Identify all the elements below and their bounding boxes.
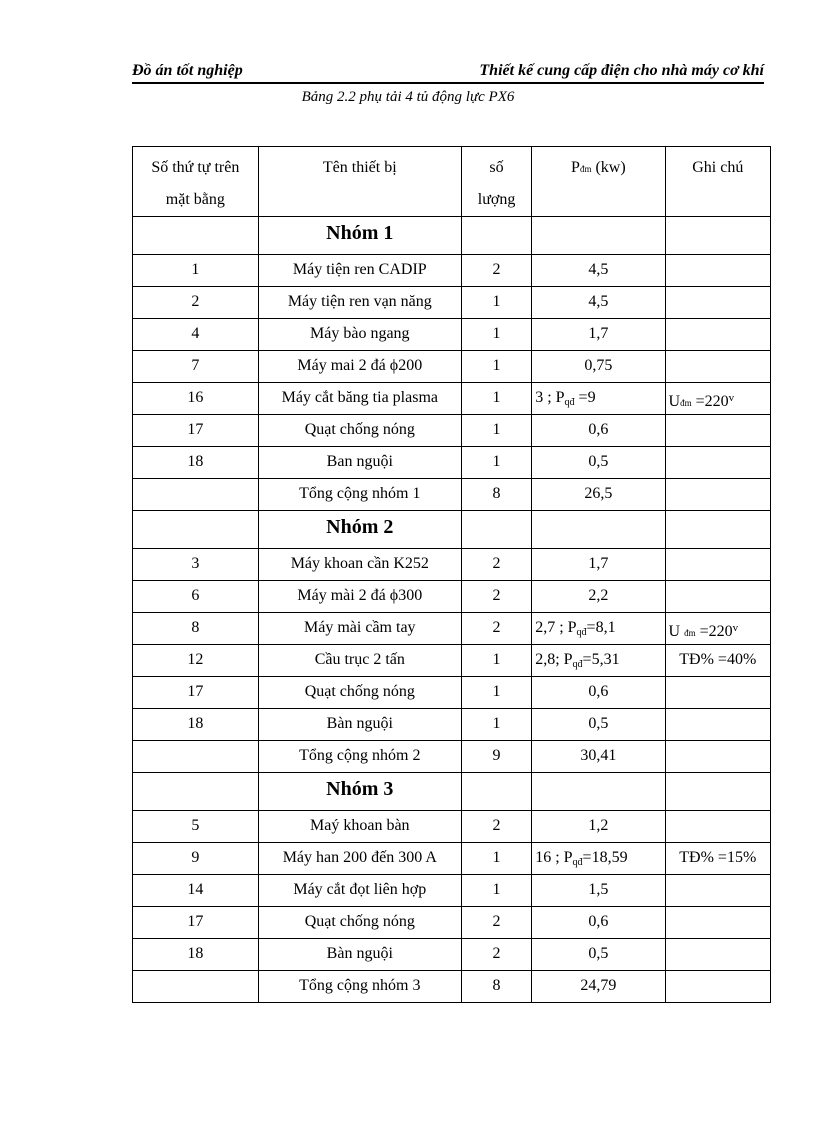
group-cell-empty (461, 511, 531, 549)
cell-stt: 18 (133, 447, 259, 479)
cell-stt (133, 971, 259, 1003)
cell-name: Máy cắt đọt liên hợp (258, 875, 461, 907)
table-row (133, 415, 771, 447)
cell-qty: 2 (461, 811, 531, 843)
cell-power-main: 2,8; P (535, 651, 573, 668)
table-row (133, 319, 771, 351)
cell-note (665, 255, 770, 287)
cell-power-rest: =18,59 (582, 849, 628, 866)
table-row (133, 255, 771, 287)
total-label: Tổng cộng nhóm 2 (258, 741, 461, 773)
group-title: Nhóm 1 (258, 217, 461, 255)
cell-note (665, 677, 770, 709)
cell-name: Máy mai 2 đá ϕ200 (258, 351, 461, 383)
cell-name: Máy tiện ren vạn năng (258, 287, 461, 319)
cell-name: Bàn nguội (258, 939, 461, 971)
cell-name: Máy han 200 đến 300 A (258, 843, 461, 875)
cell-qty: 1 (461, 415, 531, 447)
table-row (133, 613, 771, 645)
header-stt-line1: Số thứ tự trên (151, 159, 240, 176)
cell-note (665, 415, 770, 447)
cell-name: Maý khoan bàn (258, 811, 461, 843)
cell-power (532, 843, 665, 875)
cell-power: 4,5 (532, 287, 665, 319)
cell-qty: 1 (461, 645, 531, 677)
cell-qty: 1 (461, 383, 531, 415)
cell-note (665, 875, 770, 907)
cell-note (665, 581, 770, 613)
cell-qty: 2 (461, 907, 531, 939)
header-left-title: Đồ án tốt nghiệp (132, 62, 243, 79)
cell-power: 0,6 (532, 677, 665, 709)
cell-power-rest: =5,31 (582, 651, 620, 668)
cell-stt: 9 (133, 843, 259, 875)
cell-power (532, 383, 665, 415)
group-cell-empty (532, 217, 665, 255)
header-note: Ghi chú (665, 147, 770, 217)
cell-power-sub: qđ (576, 627, 587, 638)
cell-stt: 18 (133, 709, 259, 741)
cell-note-rest: =220 (695, 623, 733, 640)
cell-qty: 1 (461, 709, 531, 741)
cell-qty: 1 (461, 843, 531, 875)
cell-name: Bàn nguội (258, 709, 461, 741)
group-cell-empty (532, 773, 665, 811)
cell-note (665, 479, 770, 511)
header-qty (461, 147, 531, 217)
cell-note: TĐ% =15% (665, 843, 770, 875)
cell-name: Cầu trục 2 tấn (258, 645, 461, 677)
cell-note-rest: =220 (691, 393, 729, 410)
header-qty-line1: số (489, 159, 504, 176)
cell-note (665, 709, 770, 741)
cell-stt: 2 (133, 287, 259, 319)
cell-note (665, 383, 770, 415)
header-power-unit: (kw) (591, 159, 626, 176)
cell-power-rest: =8,1 (586, 619, 616, 636)
table-row (133, 287, 771, 319)
cell-power: 0,5 (532, 709, 665, 741)
group-cell-empty (133, 511, 259, 549)
cell-power (532, 645, 665, 677)
cell-power-sub: qđ (572, 659, 583, 670)
cell-qty: 2 (461, 939, 531, 971)
cell-stt: 5 (133, 811, 259, 843)
cell-power: 1,5 (532, 875, 665, 907)
cell-power: 1,2 (532, 811, 665, 843)
cell-qty: 1 (461, 319, 531, 351)
group-total-row (133, 479, 771, 511)
total-qty: 9 (461, 741, 531, 773)
cell-stt: 8 (133, 613, 259, 645)
total-label: Tổng cộng nhóm 1 (258, 479, 461, 511)
cell-note (665, 613, 770, 645)
group-cell-empty (532, 511, 665, 549)
cell-note-sub: đm (684, 628, 696, 638)
cell-stt: 6 (133, 581, 259, 613)
header-power-sub: đm (579, 164, 592, 174)
cell-note (665, 741, 770, 773)
table-row (133, 447, 771, 479)
cell-name: Quạt chống nóng (258, 677, 461, 709)
group-cell-empty (665, 217, 770, 255)
cell-name: Quạt chống nóng (258, 907, 461, 939)
cell-name: Quạt chống nóng (258, 415, 461, 447)
cell-note (665, 319, 770, 351)
cell-power: 2,2 (532, 581, 665, 613)
group-cell-empty (133, 773, 259, 811)
cell-name: Máy khoan cần K252 (258, 549, 461, 581)
cell-power (532, 613, 665, 645)
cell-name: Ban nguội (258, 447, 461, 479)
total-power: 26,5 (532, 479, 665, 511)
cell-name: Máy mài cầm tay (258, 613, 461, 645)
cell-name: Máy mài 2 đá ϕ300 (258, 581, 461, 613)
header-stt (133, 147, 259, 217)
cell-qty: 1 (461, 351, 531, 383)
header-right-title: Thiết kế cung cấp điện cho nhà máy cơ khí (479, 62, 764, 79)
cell-stt: 18 (133, 939, 259, 971)
cell-qty: 1 (461, 447, 531, 479)
cell-stt (133, 741, 259, 773)
cell-note-main: U (668, 393, 681, 410)
page-header (132, 60, 764, 84)
table-caption: Bảng 2.2 phụ tải 4 tủ động lực PX6 (301, 89, 515, 105)
cell-note (665, 351, 770, 383)
cell-note (665, 939, 770, 971)
cell-stt: 3 (133, 549, 259, 581)
cell-name: Máy bào ngang (258, 319, 461, 351)
group-total-row (133, 971, 771, 1003)
cell-power: 1,7 (532, 319, 665, 351)
group-cell-empty (665, 511, 770, 549)
group-title-row (133, 217, 771, 255)
cell-power-sub: qđ (572, 857, 583, 868)
header-power (532, 147, 665, 217)
cell-note (665, 971, 770, 1003)
table-row (133, 351, 771, 383)
cell-stt: 14 (133, 875, 259, 907)
table-row (133, 939, 771, 971)
cell-stt: 1 (133, 255, 259, 287)
cell-stt: 7 (133, 351, 259, 383)
table-row (133, 645, 771, 677)
cell-stt: 16 (133, 383, 259, 415)
cell-stt (133, 479, 259, 511)
cell-note (665, 907, 770, 939)
header-power-main: P (571, 159, 580, 176)
group-cell-empty (665, 773, 770, 811)
load-table (132, 146, 771, 1003)
cell-power: 1,7 (532, 549, 665, 581)
cell-note-sup: v (728, 392, 735, 404)
cell-qty: 2 (461, 255, 531, 287)
cell-power-sub: qđ (564, 397, 575, 408)
cell-power-rest: =9 (574, 389, 596, 406)
total-power: 30,41 (532, 741, 665, 773)
total-label: Tổng cộng nhóm 3 (258, 971, 461, 1003)
cell-power-main: 3 ; P (535, 389, 565, 406)
cell-stt: 17 (133, 677, 259, 709)
table-row (133, 843, 771, 875)
cell-note-main: U (668, 623, 685, 640)
cell-name: Máy cắt băng tia plasma (258, 383, 461, 415)
table-header-row (133, 147, 771, 217)
cell-note (665, 287, 770, 319)
cell-power: 0,6 (532, 415, 665, 447)
cell-power: 4,5 (532, 255, 665, 287)
cell-qty: 1 (461, 287, 531, 319)
total-qty: 8 (461, 479, 531, 511)
table-row (133, 875, 771, 907)
cell-power: 0,5 (532, 939, 665, 971)
cell-name: Máy tiện ren CADIP (258, 255, 461, 287)
cell-qty: 1 (461, 677, 531, 709)
table-row (133, 549, 771, 581)
header-stt-line2: mặt bằng (165, 191, 225, 208)
cell-qty: 2 (461, 613, 531, 645)
cell-qty: 2 (461, 549, 531, 581)
cell-qty: 1 (461, 875, 531, 907)
cell-note (665, 447, 770, 479)
table-row (133, 383, 771, 415)
total-power: 24,79 (532, 971, 665, 1003)
table-row (133, 907, 771, 939)
table-row (133, 581, 771, 613)
cell-qty: 2 (461, 581, 531, 613)
group-title: Nhóm 2 (258, 511, 461, 549)
group-title-row (133, 773, 771, 811)
cell-power: 0,6 (532, 907, 665, 939)
cell-power-main: 2,7 ; P (535, 619, 577, 636)
cell-stt: 17 (133, 907, 259, 939)
group-cell-empty (461, 773, 531, 811)
group-total-row (133, 741, 771, 773)
header-name: Tên thiết bị (258, 147, 461, 217)
group-title-row (133, 511, 771, 549)
header-qty-line2: lượng (477, 191, 516, 208)
cell-power: 0,75 (532, 351, 665, 383)
table-row (133, 677, 771, 709)
group-cell-empty (461, 217, 531, 255)
total-qty: 8 (461, 971, 531, 1003)
table-row (133, 811, 771, 843)
cell-stt: 12 (133, 645, 259, 677)
table-row (133, 709, 771, 741)
cell-stt: 4 (133, 319, 259, 351)
cell-note (665, 549, 770, 581)
group-cell-empty (133, 217, 259, 255)
cell-power: 0,5 (532, 447, 665, 479)
cell-stt: 17 (133, 415, 259, 447)
cell-note (665, 811, 770, 843)
cell-power-main: 16 ; P (535, 849, 573, 866)
cell-note-sup: v (732, 622, 739, 634)
cell-note: TĐ% =40% (665, 645, 770, 677)
group-title: Nhóm 3 (258, 773, 461, 811)
cell-note-sub: đm (680, 398, 692, 408)
